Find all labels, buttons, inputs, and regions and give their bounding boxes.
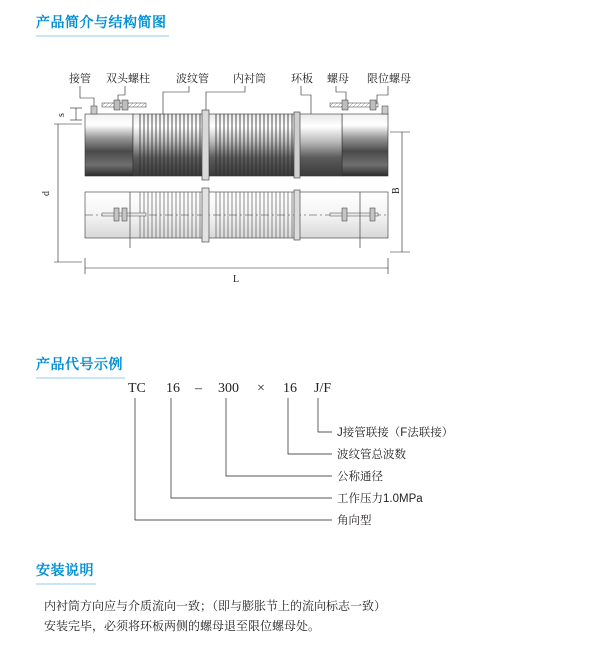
lower-outline-view bbox=[85, 188, 388, 248]
bracket-right bbox=[382, 106, 388, 114]
nut-left-lower bbox=[114, 208, 119, 221]
code-token-2: – bbox=[195, 381, 202, 396]
code-token-0: TC bbox=[128, 381, 146, 396]
stud-bolts-upper bbox=[91, 100, 388, 114]
left-connecting-pipe bbox=[85, 114, 133, 176]
code-tokens bbox=[128, 381, 331, 396]
code-token-4: × bbox=[257, 381, 265, 396]
flange-neck-upper bbox=[294, 112, 300, 178]
dimension-label-d: d bbox=[41, 191, 52, 196]
flange-neck-lower bbox=[294, 190, 300, 240]
limit-nut-right bbox=[370, 100, 376, 110]
nut-right-inner bbox=[342, 100, 348, 110]
code-descriptions bbox=[337, 425, 453, 527]
dimension-label-B: B bbox=[391, 187, 402, 194]
code-description-3: 工作压力1.0MPa bbox=[337, 493, 423, 505]
section-title-install-text: 安装说明 bbox=[36, 562, 94, 578]
callout-labels bbox=[69, 71, 411, 85]
section-title-underline bbox=[36, 35, 169, 37]
limit-nut-left bbox=[122, 100, 128, 110]
limit-nut-right-lower bbox=[370, 208, 375, 221]
code-description-0: J接管联接（F法联接） bbox=[337, 427, 454, 439]
ring-plate-upper bbox=[202, 110, 209, 180]
section-title-install bbox=[36, 560, 96, 585]
nut-right-lower bbox=[342, 208, 347, 221]
callout-label-2: 波纹管 bbox=[176, 73, 209, 85]
callout-label-4: 环板 bbox=[291, 73, 313, 85]
dimension-label-L: L bbox=[233, 274, 240, 285]
product-code-diagram bbox=[100, 378, 520, 538]
callout-label-0: 接管 bbox=[69, 73, 91, 85]
code-token-3: 300 bbox=[218, 381, 239, 396]
callout-label-3: 内衬筒 bbox=[233, 73, 266, 85]
dimension-label-s: s bbox=[56, 113, 67, 117]
ring-plate-lower bbox=[202, 188, 209, 242]
section-title-underline-install bbox=[36, 583, 96, 585]
install-note-line-0: 内衬筒方向应与介质流向一致；（即与膨胀节上的流向标志一致） bbox=[44, 599, 387, 613]
limit-nut-left-lower bbox=[122, 208, 127, 221]
code-token-6: J/F bbox=[314, 381, 332, 396]
upper-section-view bbox=[85, 100, 388, 180]
section-title-structure bbox=[36, 12, 169, 37]
bracket-left bbox=[91, 106, 97, 114]
install-notes bbox=[44, 596, 564, 636]
section-title-code-text: 产品代号示例 bbox=[36, 356, 123, 372]
callout-label-6: 限位螺母 bbox=[367, 73, 411, 85]
section-title-structure-text: 产品简介与结构简图 bbox=[36, 14, 167, 30]
callout-label-5: 螺母 bbox=[327, 73, 349, 85]
callout-label-1: 双头螺柱 bbox=[106, 73, 150, 85]
structure-diagram bbox=[30, 62, 480, 292]
code-token-5: 16 bbox=[283, 381, 297, 396]
code-description-2: 公称通径 bbox=[337, 471, 383, 483]
right-connecting-pipe bbox=[342, 114, 388, 176]
code-description-1: 波纹管总波数 bbox=[337, 449, 406, 461]
install-note-line-1: 安装完毕，必须将环板两侧的螺母退至限位螺母处。 bbox=[44, 619, 321, 633]
code-token-1: 16 bbox=[166, 381, 180, 396]
code-description-4: 角向型 bbox=[337, 515, 372, 527]
nut-left-inner bbox=[114, 100, 120, 110]
section-title-code bbox=[36, 354, 125, 379]
code-leader-lines bbox=[135, 398, 332, 520]
